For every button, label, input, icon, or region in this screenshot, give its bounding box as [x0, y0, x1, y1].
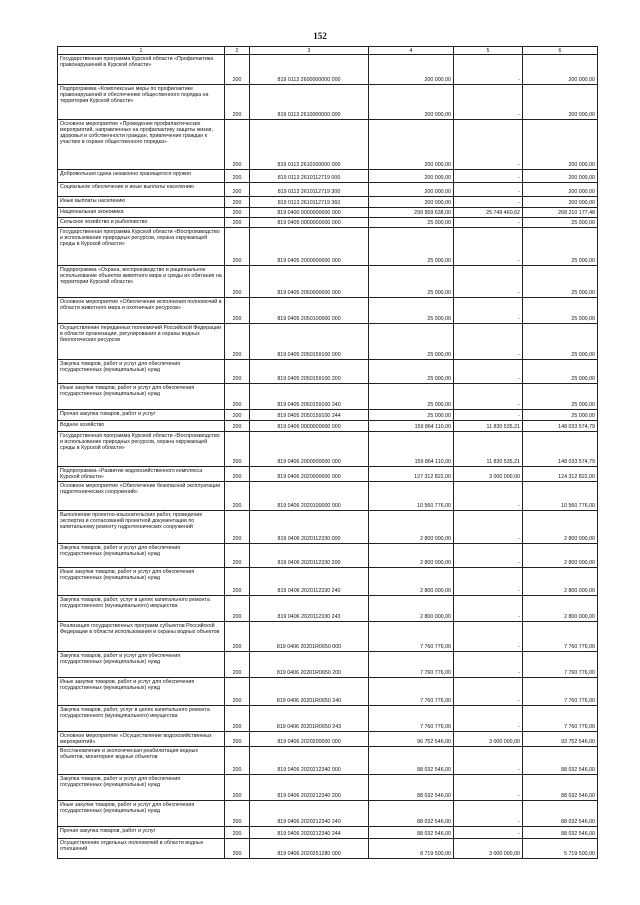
table-row	[58, 324, 598, 360]
row-approved-amount: 299 959 638,00	[369, 208, 454, 218]
row-budget-code: 819 0406 2020212340 200	[250, 775, 369, 801]
row-approved-amount: 25 000,00	[369, 384, 454, 410]
column-header: 3	[250, 47, 369, 55]
row-unexecuted-amount: 25 000,00	[523, 218, 598, 228]
row-name: Социальное обеспечение и иные выплаты населению	[58, 183, 225, 197]
row-unexecuted-amount: 2 800 000,00	[523, 596, 598, 622]
row-approved-amount: 25 000,00	[369, 298, 454, 324]
row-column-2: 200	[225, 410, 250, 421]
row-column-2: 200	[225, 747, 250, 775]
row-unexecuted-amount: 93 752 546,00	[523, 732, 598, 747]
row-executed-amount: 11 830 535,21	[454, 432, 523, 467]
row-unexecuted-amount: 200 000,00	[523, 197, 598, 208]
row-unexecuted-amount: 5 719 500,00	[523, 839, 598, 859]
table-row	[58, 170, 598, 183]
row-approved-amount: 7 760 776,00	[369, 678, 454, 706]
row-executed-amount: 11 830 535,21	[454, 421, 523, 432]
row-name: Иные закупки товаров, работ и услуг для обеспечения государственных (муниципальных) нужд	[58, 801, 225, 827]
row-executed-amount: -	[454, 324, 523, 360]
row-unexecuted-amount: 200 000,00	[523, 55, 598, 85]
row-name: Добровольная сдача незаконно хранящегося оружия	[58, 170, 225, 183]
row-unexecuted-amount: 25 000,00	[523, 410, 598, 421]
row-column-2: 200	[225, 360, 250, 384]
table-row	[58, 298, 598, 324]
row-approved-amount: 88 032 546,00	[369, 747, 454, 775]
row-budget-code: 819 0406 0000000000 000	[250, 421, 369, 432]
row-budget-code: 819 0406 2020112330 200	[250, 544, 369, 568]
row-executed-amount: -	[454, 622, 523, 652]
row-column-2: 200	[225, 801, 250, 827]
column-header: 4	[369, 47, 454, 55]
row-unexecuted-amount: 7 760 776,00	[523, 706, 598, 732]
row-executed-amount: -	[454, 801, 523, 827]
row-name: Осуществление отдельных полномочий в области водных отношений	[58, 839, 225, 859]
table-row	[58, 120, 598, 170]
table-row	[58, 839, 598, 859]
row-budget-code: 819 0406 2020251280 000	[250, 839, 369, 859]
row-name: Закупка товаров, работ и услуг для обеспечения государственных (муниципальных) нужд	[58, 544, 225, 568]
row-approved-amount: 25 000,00	[369, 266, 454, 298]
row-approved-amount: 8 719 500,00	[369, 839, 454, 859]
row-executed-amount: -	[454, 652, 523, 678]
row-budget-code: 819 0406 2020212340 000	[250, 747, 369, 775]
column-header: 6	[523, 47, 598, 55]
row-executed-amount: 3 000 000,00	[454, 839, 523, 859]
row-unexecuted-amount: 124 312 822,00	[523, 467, 598, 482]
row-name: Основное мероприятие «Проведение профилактических мероприятий, направленных на профилактику защиты жизни, здоровья и собственности граждан, привлечение граждан к участию в охране общественного порядка»	[58, 120, 225, 170]
row-name: Подпрограмма «Комплексные меры по профилактике правонарушений и обеспечению общественного порядка на территории Курской области»	[58, 85, 225, 120]
row-name: Реализация государственных программ субъектов Российской Федерации в области использования и охраны водных объектов	[58, 622, 225, 652]
row-executed-amount: 3 000 000,00	[454, 732, 523, 747]
row-unexecuted-amount: 25 000,00	[523, 324, 598, 360]
row-executed-amount: -	[454, 197, 523, 208]
table-row	[58, 596, 598, 622]
row-approved-amount: 159 864 110,00	[369, 432, 454, 467]
row-approved-amount: 96 752 546,00	[369, 732, 454, 747]
row-name: Закупка товаров, работ, услуг в целях капитального ремонта государственного (муниципального) имущества	[58, 596, 225, 622]
column-header: 5	[454, 47, 523, 55]
row-column-2: 200	[225, 228, 250, 266]
table-row	[58, 432, 598, 467]
row-unexecuted-amount: 200 000,00	[523, 85, 598, 120]
row-approved-amount: 25 000,00	[369, 360, 454, 384]
row-column-2: 200	[225, 652, 250, 678]
row-approved-amount: 7 760 776,00	[369, 622, 454, 652]
row-unexecuted-amount: 25 000,00	[523, 266, 598, 298]
row-executed-amount: -	[454, 85, 523, 120]
row-column-2: 200	[225, 421, 250, 432]
row-approved-amount: 88 032 546,00	[369, 801, 454, 827]
row-approved-amount: 25 000,00	[369, 324, 454, 360]
row-approved-amount: 7 760 776,00	[369, 652, 454, 678]
row-budget-code: 819 0406 2020112330 000	[250, 511, 369, 544]
table-row	[58, 775, 598, 801]
row-column-2: 200	[225, 324, 250, 360]
row-executed-amount: -	[454, 360, 523, 384]
row-budget-code: 819 0406 2020212340 244	[250, 827, 369, 839]
row-name: Подпрограмма «Развитие водохозяйственного комплекса Курской области»	[58, 467, 225, 482]
table-row	[58, 467, 598, 482]
row-unexecuted-amount: 25 000,00	[523, 298, 598, 324]
row-column-2: 200	[225, 775, 250, 801]
row-name: Иные выплаты населению	[58, 197, 225, 208]
row-column-2: 200	[225, 85, 250, 120]
row-name: Иные закупки товаров, работ и услуг для обеспечения государственных (муниципальных) нужд	[58, 568, 225, 596]
row-budget-code: 819 0406 2020200000 000	[250, 732, 369, 747]
row-executed-amount: -	[454, 544, 523, 568]
row-column-2: 200	[225, 120, 250, 170]
table-row	[58, 410, 598, 421]
row-executed-amount: -	[454, 170, 523, 183]
row-budget-code: 819 0113 2610112719 300	[250, 183, 369, 197]
row-executed-amount: -	[454, 410, 523, 421]
row-executed-amount: -	[454, 827, 523, 839]
row-column-2: 200	[225, 183, 250, 197]
row-budget-code: 819 0113 2610112719 360	[250, 197, 369, 208]
row-name: Подпрограмма «Охрана, воспроизводство и рациональное использование объектов животного мира и среды их обитания на территории Курской области»	[58, 266, 225, 298]
row-budget-code: 819 0406 2000000000 000	[250, 432, 369, 467]
row-unexecuted-amount: 10 560 776,00	[523, 482, 598, 511]
row-unexecuted-amount: 2 800 000,00	[523, 544, 598, 568]
table-row	[58, 208, 598, 218]
row-column-2: 200	[225, 298, 250, 324]
row-unexecuted-amount: 148 033 574,79	[523, 432, 598, 467]
column-header: 1	[58, 47, 225, 55]
row-budget-code: 819 0405 2000000000 000	[250, 228, 369, 266]
row-unexecuted-amount: 7 760 776,00	[523, 652, 598, 678]
row-name: Иные закупки товаров, работ и услуг для обеспечения государственных (муниципальных) нужд	[58, 678, 225, 706]
row-approved-amount: 2 800 000,00	[369, 596, 454, 622]
row-budget-code: 819 0405 2050159100 000	[250, 324, 369, 360]
row-approved-amount: 2 800 000,00	[369, 544, 454, 568]
table-row	[58, 678, 598, 706]
table-row	[58, 568, 598, 596]
row-unexecuted-amount: 7 760 776,00	[523, 678, 598, 706]
row-approved-amount: 25 000,00	[369, 228, 454, 266]
row-approved-amount: 127 312 822,00	[369, 467, 454, 482]
row-executed-amount: -	[454, 568, 523, 596]
table-row	[58, 827, 598, 839]
row-approved-amount: 25 000,00	[369, 410, 454, 421]
table-header-row	[58, 47, 598, 55]
page-number: 152	[313, 31, 327, 41]
row-budget-code: 819 0406 2020100000 000	[250, 482, 369, 511]
row-name: Водное хозяйство	[58, 421, 225, 432]
table-row	[58, 197, 598, 208]
row-unexecuted-amount: 268 210 177,48	[523, 208, 598, 218]
table-row	[58, 228, 598, 266]
row-column-2: 200	[225, 839, 250, 859]
row-executed-amount: -	[454, 228, 523, 266]
table-row	[58, 85, 598, 120]
row-executed-amount: -	[454, 55, 523, 85]
row-name: Государственная программа Курской области «Воспроизводство и использование природных ресурсов, охрана окружающей среды в Курской области»	[58, 432, 225, 467]
row-column-2: 200	[225, 197, 250, 208]
row-name: Прочая закупка товаров, работ и услуг	[58, 827, 225, 839]
row-column-2: 200	[225, 208, 250, 218]
table-row	[58, 482, 598, 511]
row-executed-amount: -	[454, 511, 523, 544]
row-budget-code: 819 0405 2050100000 000	[250, 298, 369, 324]
table-row	[58, 384, 598, 410]
row-approved-amount: 88 032 546,00	[369, 827, 454, 839]
row-name: Иные закупки товаров, работ и услуг для обеспечения государственных (муниципальных) нужд	[58, 384, 225, 410]
table-row	[58, 706, 598, 732]
row-executed-amount: -	[454, 482, 523, 511]
row-approved-amount: 200 000,00	[369, 197, 454, 208]
row-budget-code: 819 0406 2020112330 243	[250, 596, 369, 622]
row-column-2: 200	[225, 827, 250, 839]
row-name: Закупка товаров, работ и услуг для обеспечения государственных (муниципальных) нужд	[58, 775, 225, 801]
row-name: Закупка товаров, работ и услуг для обеспечения государственных (муниципальных) нужд	[58, 360, 225, 384]
row-executed-amount: -	[454, 747, 523, 775]
column-header: 2	[225, 47, 250, 55]
row-executed-amount: -	[454, 706, 523, 732]
row-approved-amount: 159 864 110,00	[369, 421, 454, 432]
row-budget-code: 819 0405 2050000000 000	[250, 266, 369, 298]
row-approved-amount: 200 000,00	[369, 170, 454, 183]
row-budget-code: 819 0113 2610100000 000	[250, 120, 369, 170]
row-executed-amount: -	[454, 596, 523, 622]
row-name: Государственная программа Курской области «Профилактика правонарушений в Курской области»	[58, 55, 225, 85]
row-column-2: 200	[225, 170, 250, 183]
row-name: Государственная программа Курской области «Воспроизводство и использование природных ресурсов, охрана окружающей среды в Курской области»	[58, 228, 225, 266]
row-column-2: 200	[225, 266, 250, 298]
row-name: Основное мероприятие «Обеспечение исполнения полномочий в области животного мира и охотничьих ресурсов»	[58, 298, 225, 324]
row-unexecuted-amount: 2 800 000,00	[523, 568, 598, 596]
row-executed-amount: -	[454, 384, 523, 410]
row-approved-amount: 200 000,00	[369, 85, 454, 120]
row-column-2: 200	[225, 678, 250, 706]
row-budget-code: 819 0406 20201R0650 200	[250, 652, 369, 678]
row-executed-amount: -	[454, 266, 523, 298]
row-unexecuted-amount: 88 032 546,00	[523, 827, 598, 839]
budget-table	[57, 46, 598, 859]
row-budget-code: 819 0113 2600000000 000	[250, 55, 369, 85]
row-executed-amount: -	[454, 120, 523, 170]
table-row	[58, 183, 598, 197]
row-budget-code: 819 0405 2050159100 244	[250, 410, 369, 421]
row-unexecuted-amount: 200 000,00	[523, 170, 598, 183]
row-column-2: 200	[225, 622, 250, 652]
row-budget-code: 819 0405 2050159100 200	[250, 360, 369, 384]
row-unexecuted-amount: 2 800 000,00	[523, 511, 598, 544]
row-approved-amount: 10 560 776,00	[369, 482, 454, 511]
row-approved-amount: 88 032 546,00	[369, 775, 454, 801]
row-column-2: 200	[225, 482, 250, 511]
row-executed-amount: -	[454, 775, 523, 801]
row-executed-amount: -	[454, 298, 523, 324]
row-budget-code: 819 0406 20201R0650 240	[250, 678, 369, 706]
table-row	[58, 360, 598, 384]
row-approved-amount: 200 000,00	[369, 183, 454, 197]
row-column-2: 200	[225, 432, 250, 467]
row-approved-amount: 200 000,00	[369, 55, 454, 85]
row-name: Закупка товаров, работ, услуг в целях капитального ремонта государственного (муниципального) имущества	[58, 706, 225, 732]
table-row	[58, 511, 598, 544]
row-column-2: 200	[225, 544, 250, 568]
row-column-2: 200	[225, 732, 250, 747]
row-unexecuted-amount: 148 033 574,79	[523, 421, 598, 432]
row-budget-code: 819 0405 2050159100 240	[250, 384, 369, 410]
row-unexecuted-amount: 88 032 546,00	[523, 775, 598, 801]
row-name: Прочая закупка товаров, работ и услуг	[58, 410, 225, 421]
row-executed-amount: -	[454, 678, 523, 706]
row-budget-code: 819 0113 2610000000 000	[250, 85, 369, 120]
row-name: Выполнение проектно-изыскательских работ, проведение экспертиз и согласований проектной документации по капитальному ремонту гидротехнических сооружений	[58, 511, 225, 544]
row-approved-amount: 7 760 776,00	[369, 706, 454, 732]
row-executed-amount: -	[454, 183, 523, 197]
row-approved-amount: 200 000,00	[369, 120, 454, 170]
table-row	[58, 266, 598, 298]
row-budget-code: 819 0405 0000000000 000	[250, 218, 369, 228]
row-column-2: 200	[225, 596, 250, 622]
row-budget-code: 819 0113 2610112719 000	[250, 170, 369, 183]
row-unexecuted-amount: 7 760 776,00	[523, 622, 598, 652]
table-row	[58, 801, 598, 827]
row-budget-code: 819 0406 20201R0650 000	[250, 622, 369, 652]
table-row	[58, 421, 598, 432]
row-budget-code: 819 0406 2020112330 240	[250, 568, 369, 596]
table-row	[58, 544, 598, 568]
row-column-2: 200	[225, 55, 250, 85]
row-column-2: 200	[225, 511, 250, 544]
row-budget-code: 819 0406 2020000000 000	[250, 467, 369, 482]
row-executed-amount: 3 000 000,00	[454, 467, 523, 482]
row-name: Закупка товаров, работ и услуг для обеспечения государственных (муниципальных) нужд	[58, 652, 225, 678]
row-name: Основное мероприятие «Обеспечение безопасной эксплуатации гидротехнических сооружений»	[58, 482, 225, 511]
table-row	[58, 55, 598, 85]
row-column-2: 200	[225, 467, 250, 482]
table-row	[58, 622, 598, 652]
row-column-2: 200	[225, 706, 250, 732]
table-row	[58, 747, 598, 775]
row-unexecuted-amount: 200 000,00	[523, 120, 598, 170]
row-executed-amount: -	[454, 218, 523, 228]
row-column-2: 200	[225, 568, 250, 596]
row-name: Основное мероприятие «Осуществление водохозяйственных мероприятий»	[58, 732, 225, 747]
row-name: Национальная экономика	[58, 208, 225, 218]
row-approved-amount: 25 000,00	[369, 218, 454, 228]
row-unexecuted-amount: 25 000,00	[523, 228, 598, 266]
row-name: Осуществление переданных полномочий Российской Федерации в области организации, регулирования и охраны водных биологических ресурсов	[58, 324, 225, 360]
row-budget-code: 819 0406 2020212340 240	[250, 801, 369, 827]
row-column-2: 200	[225, 218, 250, 228]
row-budget-code: 819 0406 20201R0650 243	[250, 706, 369, 732]
row-unexecuted-amount: 25 000,00	[523, 360, 598, 384]
row-unexecuted-amount: 88 032 546,00	[523, 747, 598, 775]
row-approved-amount: 2 800 000,00	[369, 511, 454, 544]
row-name: Сельское хозяйство и рыболовство	[58, 218, 225, 228]
table-row	[58, 732, 598, 747]
row-unexecuted-amount: 88 032 546,00	[523, 801, 598, 827]
row-budget-code: 819 0400 0000000000 000	[250, 208, 369, 218]
row-approved-amount: 2 800 000,00	[369, 568, 454, 596]
row-column-2: 200	[225, 384, 250, 410]
table-row	[58, 218, 598, 228]
row-name: Восстановление и экологическая реабилитация водных объектов, мониторинг водных объектов	[58, 747, 225, 775]
row-unexecuted-amount: 200 000,00	[523, 183, 598, 197]
row-executed-amount: 25 749 460,62	[454, 208, 523, 218]
row-unexecuted-amount: 25 000,00	[523, 384, 598, 410]
table-row	[58, 652, 598, 678]
